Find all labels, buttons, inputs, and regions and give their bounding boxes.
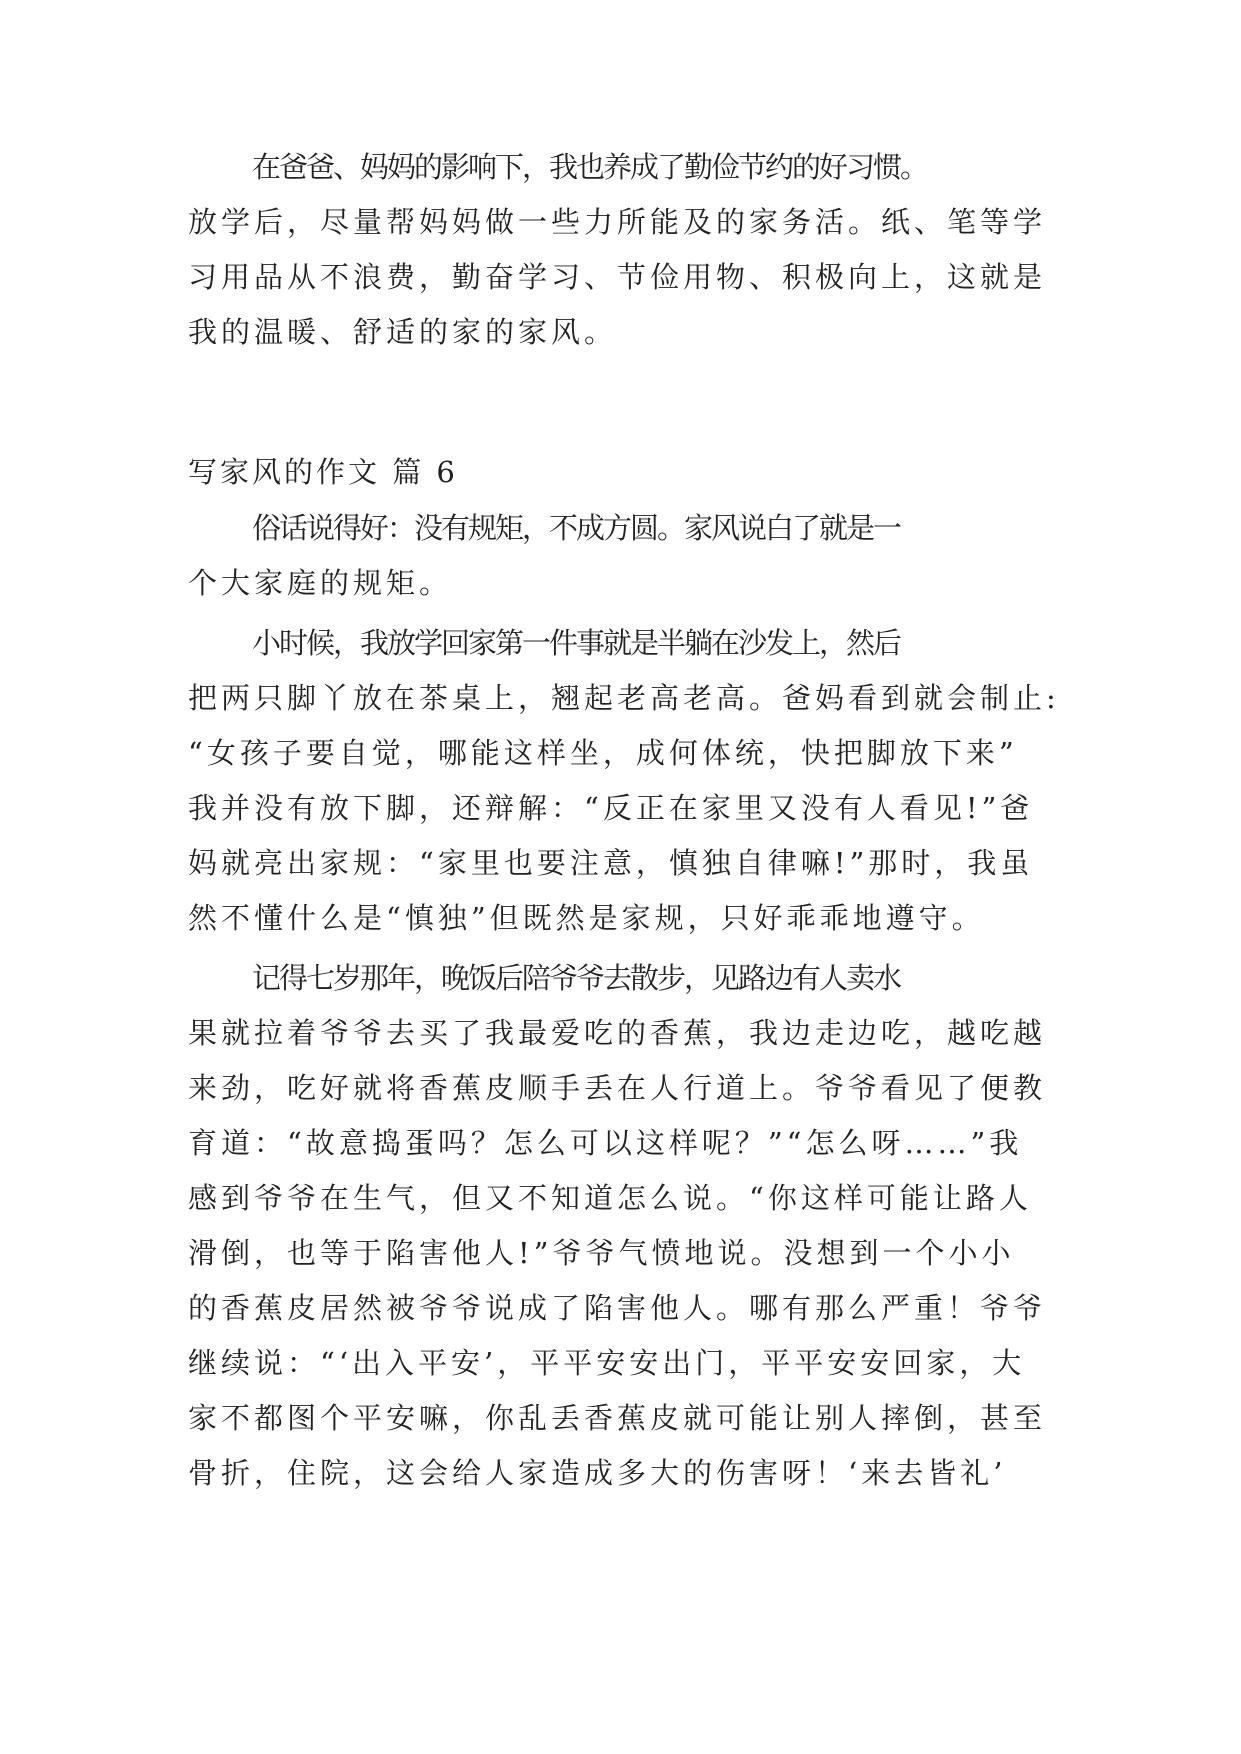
- text-line: 滑倒，也等于陷害他人!”爷爷气愤地说。没想到一个小小: [188, 1236, 1015, 1270]
- section-title: 写家风的作文 篇 6: [188, 455, 458, 489]
- text-line: 记得七岁那年，晚饭后陪爷爷去散步，见路边有人卖水: [252, 961, 901, 995]
- text-line: 家不都图个平安嘛，你乱丢香蕉皮就可能让别人摔倒，甚至: [188, 1401, 1047, 1435]
- text-line: “女孩子要自觉，哪能这样坐，成何体统，快把脚放下来”: [188, 736, 1018, 770]
- text-line: 个大家庭的规矩。: [188, 566, 453, 600]
- text-line: 放学后，尽量帮妈妈做一些力所能及的家务活。纸、笔等学: [188, 205, 1047, 239]
- text-line: 在爸爸、妈妈的影响下，我也养成了勤俭节约的好习惯。: [252, 150, 928, 184]
- text-line: 习用品从不浪费，勤奋学习、节俭用物、积极向上，这就是: [188, 260, 1047, 294]
- text-line: 继续说：“‘出入平安’，平平安安出门，平平安安回家，大: [188, 1346, 1026, 1380]
- text-line: 我并没有放下脚，还辩解：“反正在家里又没有人看见!”爸: [188, 791, 1034, 825]
- text-line: 骨折，住院，这会给人家造成多大的伤害呀！‘来去皆礼’: [188, 1456, 1007, 1490]
- text-line: 感到爷爷在生气，但又不知道怎么说。“你这样可能让路人: [188, 1181, 1032, 1215]
- text-line: 我的温暖、舒适的家的家风。: [188, 315, 618, 349]
- text-line: 然不懂什么是“慎独”但既然是家规，只好乖乖地遵守。: [188, 901, 985, 935]
- text-line: 来劲，吃好就将香蕉皮顺手丢在人行道上。爷爷看见了便教: [188, 1071, 1047, 1105]
- text-line: 的香蕉皮居然被爷爷说成了陷害他人。哪有那么严重！爷爷: [188, 1291, 1047, 1325]
- text-line: 育道：“故意捣蛋吗？怎么可以这样呢？”“怎么呀……”我: [188, 1126, 1023, 1160]
- text-line: 把两只脚丫放在茶桌上，翘起老高老高。爸妈看到就会制止:: [188, 681, 1060, 715]
- text-line: 妈就亮出家规：“家里也要注意，慎独自律嘛!”那时，我虽: [188, 846, 1034, 880]
- text-line: 小时候，我放学回家第一件事就是半躺在沙发上，然后: [252, 626, 901, 660]
- text-line: 俗话说得好：没有规矩，不成方圆。家风说白了就是一: [252, 511, 901, 545]
- text-line: 果就拉着爷爷去买了我最爱吃的香蕉，我边走边吃，越吃越: [188, 1016, 1047, 1050]
